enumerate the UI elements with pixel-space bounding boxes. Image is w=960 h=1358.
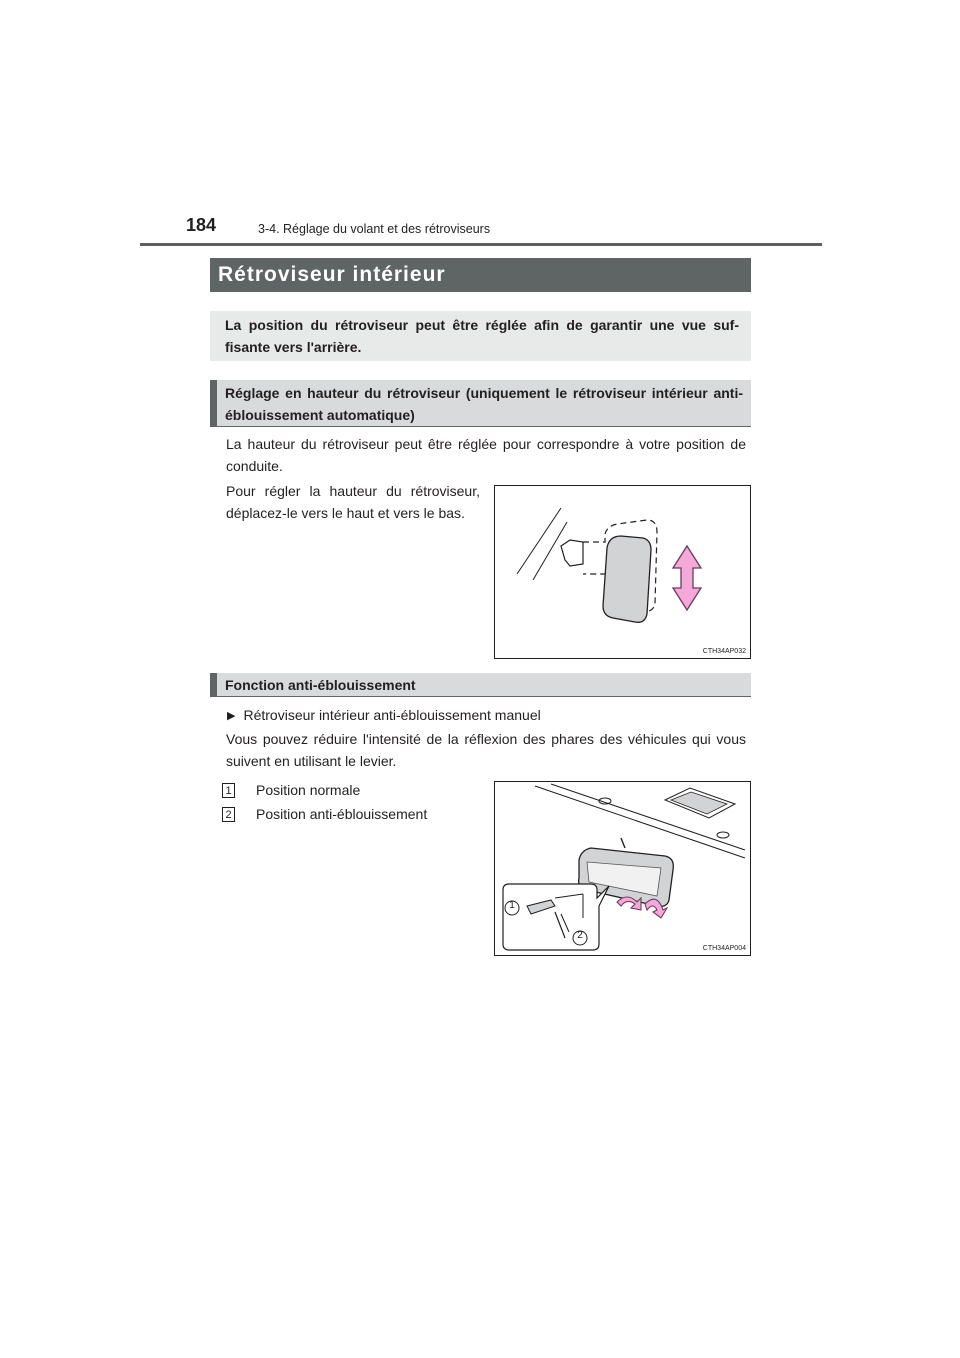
bullet-triangle-icon: ▶ [227, 709, 236, 722]
subheading-anti-glare: Fonction anti-éblouissement [210, 673, 751, 697]
height-adjust-paragraph: La hauteur du rétroviseur peut être réglée pour correspondre à votre position de conduite. [226, 436, 746, 474]
list-item [222, 803, 427, 825]
item-label: Position anti-éblouissement [256, 806, 428, 822]
figure-mirror-height [494, 485, 751, 659]
callout-number-2: 2 [577, 930, 583, 941]
anti-glare-paragraph: Vous pouvez réduire l'intensité de la réflexion des phares des véhicules qui vous suivent en utilisant le levier. [226, 731, 746, 769]
bullet-item [227, 704, 541, 726]
header-rule [140, 243, 822, 246]
figure-code: CTH34AP004 [702, 945, 746, 952]
page-number: 184 [186, 215, 217, 235]
section-title: 3-4. Réglage du volant et des rétroviseurs [258, 222, 491, 236]
bullet-text: Rétroviseur intérieur anti-éblouissement manuel [243, 707, 541, 723]
item-number-badge: 1 [222, 783, 235, 798]
subheading-height-adjust: Réglage en hauteur du rétroviseur (uniquement le rétroviseur intérieur anti-éblouissement automatique) [210, 380, 751, 427]
intro-box: La position du rétroviseur peut être réglée afin de garantir une vue suf-fisante vers l'arrière. [210, 311, 751, 361]
item-label: Position normale [256, 782, 361, 798]
height-adjust-instruction: Pour régler la hauteur du rétroviseur, déplacez-le vers le haut et vers le bas. [226, 483, 480, 521]
figure-anti-glare [494, 781, 751, 956]
figure-code: CTH34AP032 [702, 648, 746, 655]
page-title: Rétroviseur intérieur [210, 258, 751, 292]
callout-number-1: 1 [509, 900, 515, 911]
mirror-height-illustration [495, 486, 750, 658]
anti-glare-illustration [495, 782, 750, 955]
list-item [222, 779, 360, 801]
item-number-badge: 2 [222, 807, 235, 822]
